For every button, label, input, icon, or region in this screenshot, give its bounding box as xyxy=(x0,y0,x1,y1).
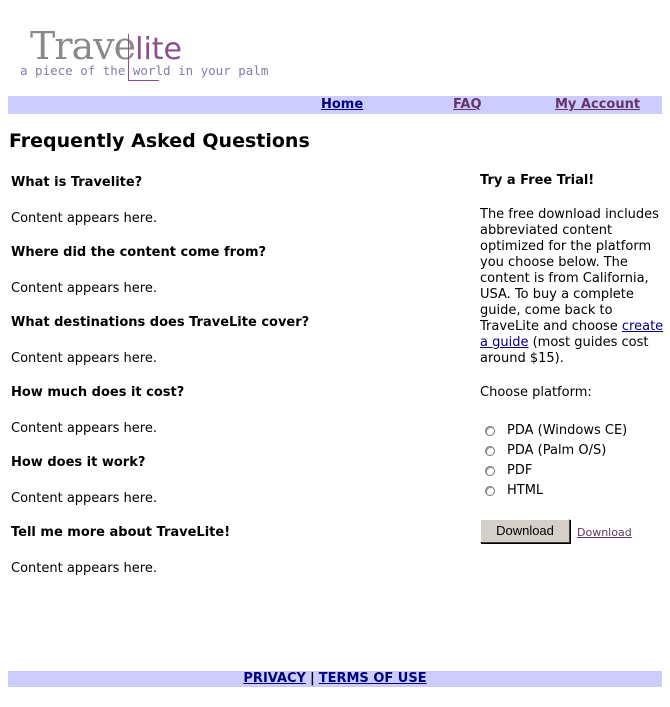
radio-button[interactable] xyxy=(485,466,495,476)
platform-option-html[interactable] xyxy=(480,481,665,501)
platform-label: Choose platform: xyxy=(480,385,592,400)
nav-faq-link[interactable]: FAQ xyxy=(453,97,482,112)
travelite-logo[interactable] xyxy=(20,26,280,86)
terms-of-use-link[interactable]: TERMS OF USE xyxy=(318,671,427,686)
trial-text-after: (most guides cost around $15). xyxy=(480,335,649,366)
platform-option-windows-ce[interactable] xyxy=(480,421,665,441)
platform-option-palm-os[interactable] xyxy=(480,441,665,461)
logo-accent-text: lite xyxy=(135,32,183,67)
download-button[interactable]: Download xyxy=(480,519,570,543)
privacy-link[interactable]: PRIVACY xyxy=(243,671,306,686)
download-row xyxy=(480,519,665,543)
platform-option-label: PDA (Windows CE) xyxy=(507,423,628,438)
trial-title: Try a Free Trial! xyxy=(480,173,595,188)
download-link[interactable]: Download xyxy=(577,526,632,539)
nav-home-link[interactable]: Home xyxy=(321,97,364,112)
faq-answer: Content appears here. xyxy=(11,491,157,506)
faq-question: What destinations does TraveLite cover? xyxy=(11,315,310,330)
faq-list xyxy=(11,174,451,594)
radio-button[interactable] xyxy=(485,486,495,496)
platform-option-pdf[interactable] xyxy=(480,461,665,481)
faq-answer: Content appears here. xyxy=(11,351,157,366)
radio-button[interactable] xyxy=(485,426,495,436)
faq-question: Where did the content come from? xyxy=(11,245,267,260)
free-trial-sidebar xyxy=(480,172,665,543)
faq-answer: Content appears here. xyxy=(11,561,157,576)
faq-question: Tell me more about TraveLite! xyxy=(11,525,231,540)
platform-options xyxy=(480,421,665,501)
nav-bar xyxy=(8,96,662,114)
faq-answer: Content appears here. xyxy=(11,281,157,296)
faq-question: How does it work? xyxy=(11,455,146,470)
logo-main-text: Trave xyxy=(30,24,136,68)
logo-tagline: a piece of the world in your palm xyxy=(20,63,269,78)
faq-question: What is Travelite? xyxy=(11,175,143,190)
platform-option-label: PDF xyxy=(507,463,533,478)
nav-my-account-link[interactable]: My Account xyxy=(555,97,641,112)
trial-description xyxy=(480,207,665,367)
faq-question: How much does it cost? xyxy=(11,385,185,400)
footer-separator: | xyxy=(309,671,315,686)
trial-text-before: The free download includes abbreviated content optimized for the platform you choose below. The content is from California, USA. To buy a complete guide, come back to TraveLite and choose xyxy=(480,207,659,334)
footer-bar xyxy=(8,671,662,687)
create-guide-link[interactable]: create a guide xyxy=(480,319,664,350)
faq-answer: Content appears here. xyxy=(11,421,157,436)
faq-answer: Content appears here. xyxy=(11,211,157,226)
radio-button[interactable] xyxy=(485,446,495,456)
platform-option-label: HTML xyxy=(507,483,544,498)
platform-option-label: PDA (Palm O/S) xyxy=(507,443,607,458)
page-title: Frequently Asked Questions xyxy=(9,130,310,152)
